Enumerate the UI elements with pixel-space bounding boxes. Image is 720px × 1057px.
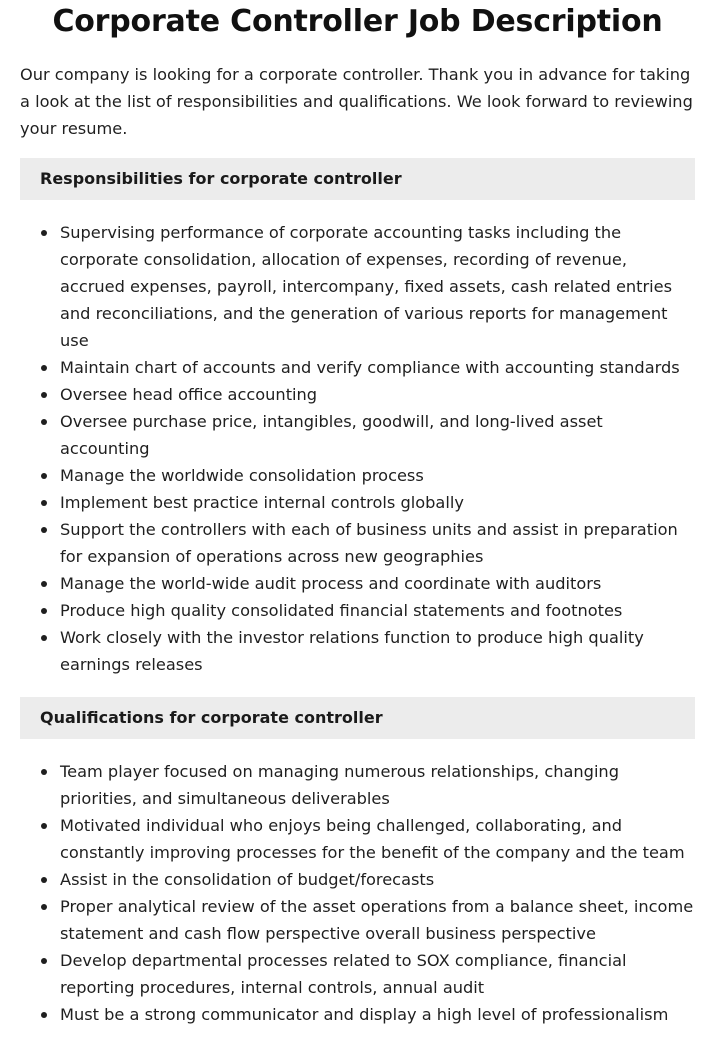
list-item: Must be a strong communicator and display a high level of professionalism [20, 1001, 695, 1028]
list-item: Manage the worldwide consolidation process [20, 462, 695, 489]
list-item: Work closely with the investor relations function to produce high quality earnings releases [20, 624, 695, 678]
responsibilities-list [20, 219, 695, 678]
list-item: Manage the world-wide audit process and coordinate with auditors [20, 570, 695, 597]
page-title: Corporate Controller Job Description [52, 4, 663, 39]
list-item: Oversee head office accounting [20, 381, 695, 408]
intro-paragraph: Our company is looking for a corporate controller. Thank you in advance for taking a look at the list of responsibilities and qualifications. We look forward to reviewing your resume. [20, 65, 693, 138]
list-item: Develop departmental processes related to SOX compliance, financial reporting procedures, internal controls, annual audit [20, 947, 695, 1001]
list-item: Oversee purchase price, intangibles, goodwill, and long-lived asset accounting [20, 408, 695, 462]
list-item: Supervising performance of corporate accounting tasks including the corporate consolidation, allocation of expenses, recording of revenue, accrued expenses, payroll, intercompany, fixed assets, cash related entries and reconciliations, and the generation of various reports for management use [20, 219, 695, 354]
list-item: Implement best practice internal controls globally [20, 489, 695, 516]
list-item: Support the controllers with each of business units and assist in preparation for expansion of operations across new geographies [20, 516, 695, 570]
list-item: Proper analytical review of the asset operations from a balance sheet, income statement and cash flow perspective overall business perspective [20, 893, 695, 947]
list-item: Motivated individual who enjoys being challenged, collaborating, and constantly improving processes for the benefit of the company and the team [20, 812, 695, 866]
list-item: Maintain chart of accounts and verify compliance with accounting standards [20, 354, 695, 381]
responsibilities-heading: Responsibilities for corporate controller [20, 158, 695, 200]
qualifications-heading: Qualifications for corporate controller [20, 697, 695, 739]
list-item: Assist in the consolidation of budget/forecasts [20, 866, 695, 893]
list-item: Produce high quality consolidated financial statements and footnotes [20, 597, 695, 624]
qualifications-list [20, 758, 695, 1028]
list-item: Team player focused on managing numerous relationships, changing priorities, and simultaneous deliverables [20, 758, 695, 812]
